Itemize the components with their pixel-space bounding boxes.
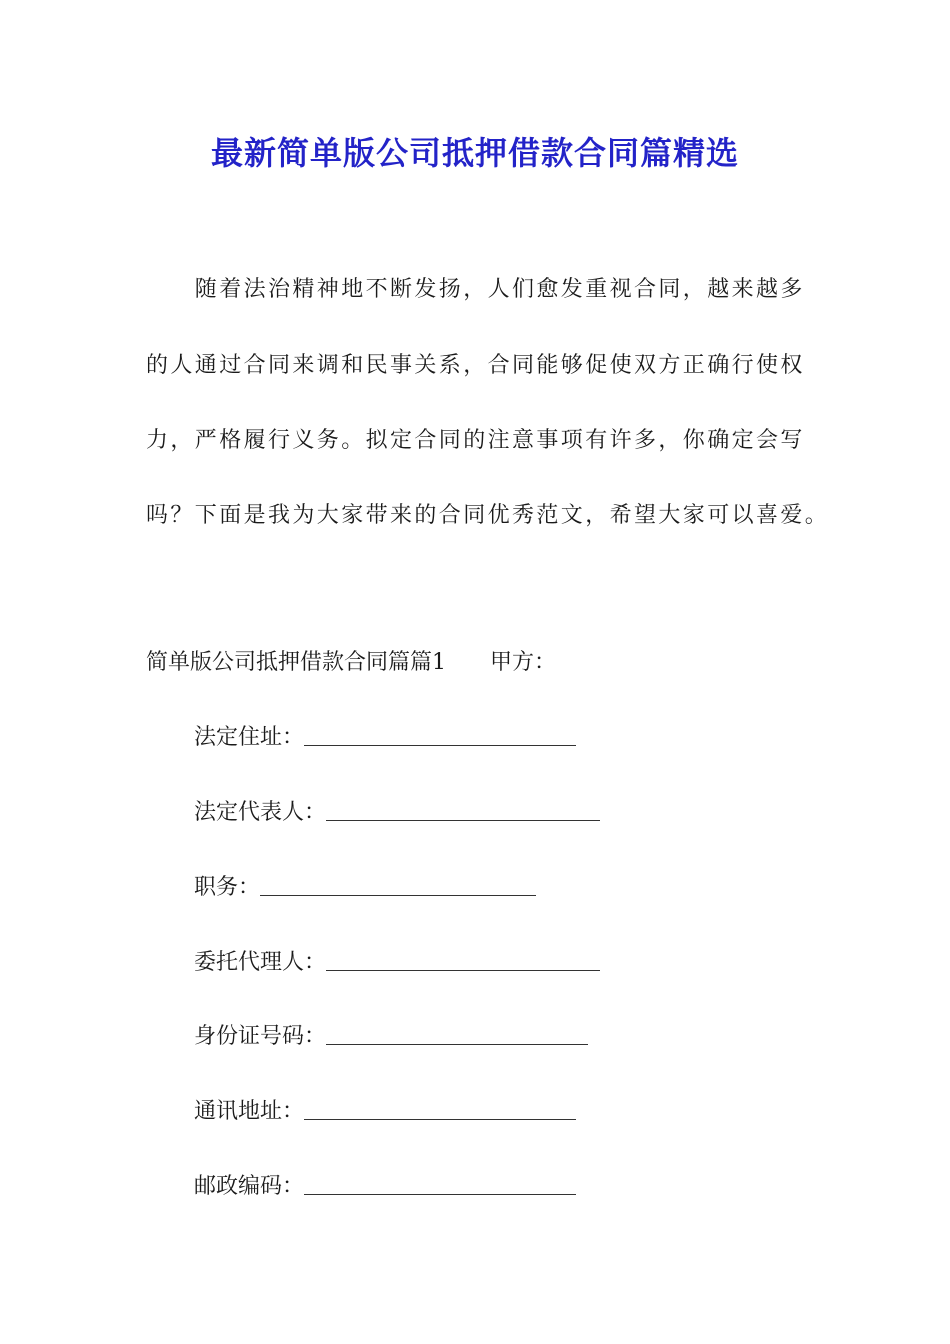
field-position xyxy=(194,870,536,901)
fill-in-blank[interactable] xyxy=(326,819,600,821)
field-label: 身份证号码： xyxy=(194,1024,327,1049)
document-title: 最新简单版公司抵押借款合同篇精选 xyxy=(210,134,739,172)
fill-in-blank[interactable] xyxy=(260,894,536,896)
field-id-number xyxy=(194,1019,588,1050)
field-legal-representative xyxy=(194,795,600,826)
fill-in-blank[interactable] xyxy=(304,744,576,746)
field-label: 委托代理人： xyxy=(194,950,327,975)
intro-line-4: 吗？下面是我为大家带来的合同优秀范文，希望大家可以喜爱。 xyxy=(146,503,830,528)
fill-in-blank[interactable] xyxy=(326,1043,588,1045)
party-a-label: 甲方： xyxy=(490,650,557,675)
section-heading-text: 简单版公司抵押借款合同篇篇1 xyxy=(146,650,446,675)
field-label: 法定代表人： xyxy=(194,800,327,825)
field-label: 邮政编码： xyxy=(194,1174,305,1199)
field-label: 职务： xyxy=(194,875,261,900)
field-postal-code xyxy=(194,1169,576,1200)
field-mailing-address xyxy=(194,1094,576,1125)
field-label: 通讯地址： xyxy=(194,1099,305,1124)
fill-in-blank[interactable] xyxy=(304,1118,576,1120)
fill-in-blank[interactable] xyxy=(326,969,600,971)
fill-in-blank[interactable] xyxy=(304,1193,576,1195)
field-legal-address xyxy=(194,720,576,751)
field-authorized-agent xyxy=(194,945,600,976)
section-heading xyxy=(146,645,556,676)
intro-line-2: 的人通过合同来调和民事关系，合同能够促使双方正确行使权 xyxy=(146,353,805,378)
intro-line-3: 力，严格履行义务。拟定合同的注意事项有许多，你确定会写 xyxy=(146,428,805,453)
field-label: 法定住址： xyxy=(194,725,305,750)
intro-line-1: 随着法治精神地不断发扬，人们愈发重视合同，越来越多 xyxy=(146,277,805,302)
